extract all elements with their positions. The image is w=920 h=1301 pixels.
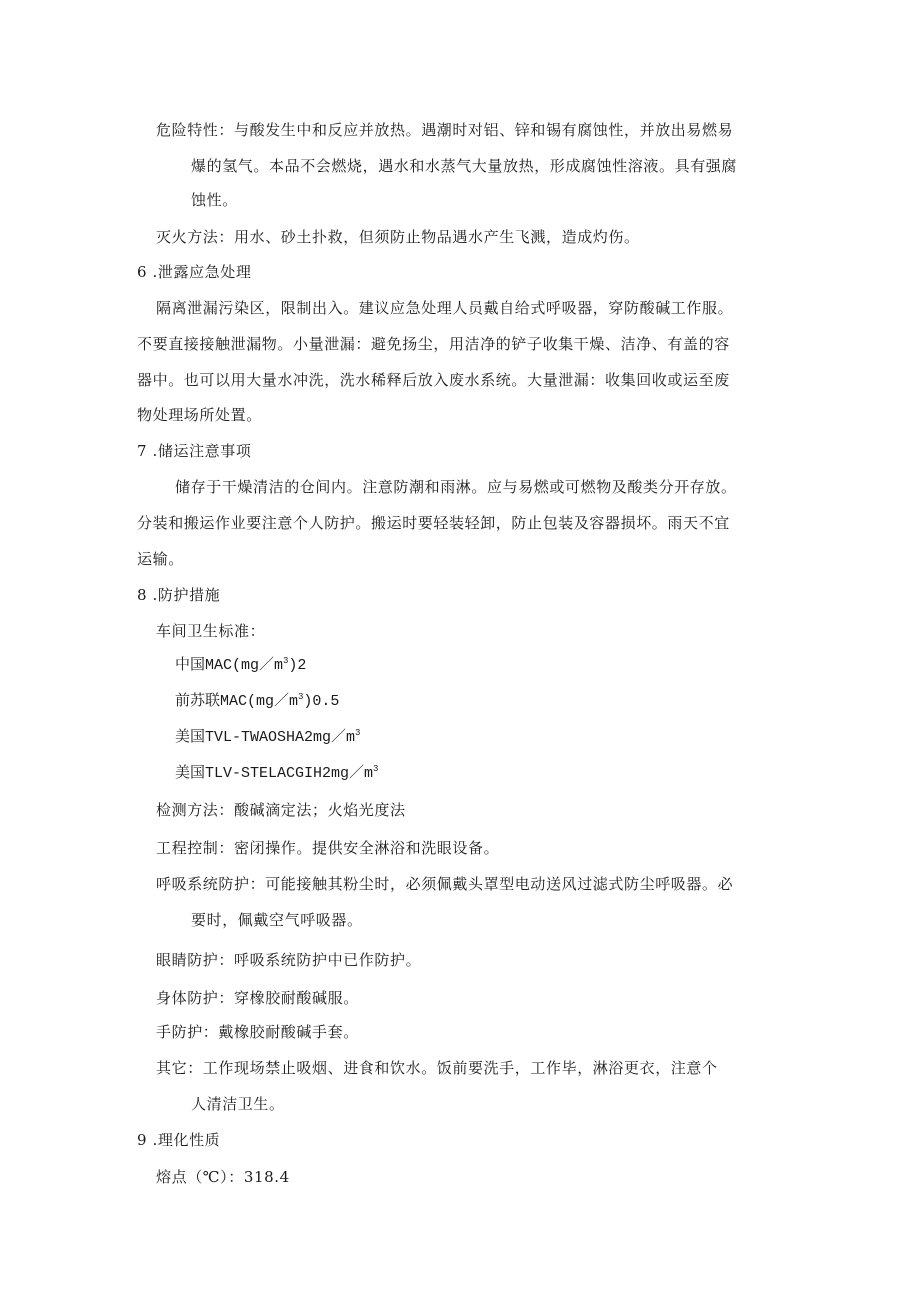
other-protection-line-2: 人清洁卫生。 — [191, 1095, 285, 1113]
engineering-control: 工程控制：密闭操作。提供安全淋浴和洗眼设备。 — [156, 839, 500, 857]
standard-usa-twa: 美国TVL-$TWAOSHA2mg/m^3$ — [175, 728, 361, 746]
eye-protection: 眼睛防护：呼吸系统防护中已作防护。 — [156, 951, 422, 969]
section-9-heading: 9 .理化性质 — [137, 1131, 221, 1149]
melting-point: 熔点（℃）：318.4 — [156, 1168, 290, 1186]
hand-protection: 手防护：戴橡胶耐酸碱手套。 — [156, 1023, 359, 1041]
section-6-line-1: 隔离泄漏污染区，限制出入。建议应急处理人员戴自给式呼吸器，穿防酸碱工作服。 — [156, 299, 734, 317]
hygiene-standard-label: 车间卫生标准： — [156, 622, 266, 640]
standard-ussr: 前苏联$MAC(mg/m^3)0.5$ — [175, 692, 340, 710]
section-6-heading: 6 .泄露应急处理 — [137, 263, 252, 281]
other-protection-line-1: 其它：工作现场禁止吸烟、进食和饮水。饭前要洗手，工作毕，淋浴更衣，注意个 — [156, 1059, 718, 1077]
fire-method: 灭火方法：用水、砂土扑救，但须防止物品遇水产生飞溅，造成灼伤。 — [156, 228, 640, 246]
section-6-line-2: 不要直接接触泄漏物。小量泄漏：避免扬尘，用洁净的铲子收集干燥、洁净、有盖的容 — [137, 335, 730, 353]
section-7-line-2: 分装和搬运作业要注意个人防护。搬运时要轻装轻卸，防止包装及容器损坏。雨天不宜 — [137, 514, 730, 532]
section-6-line-4: 物处理场所处置。 — [137, 406, 262, 424]
section-7-line-1: 储存于干燥清洁的仓间内。注意防潮和雨淋。应与易燃或可燃物及酸类分开存放。 — [175, 478, 737, 496]
hazard-line-1: 危险特性：与酸发生中和反应并放热。遇潮时对铝、锌和锡有腐蚀性，并放出易燃易 — [156, 121, 734, 139]
detection-method: 检测方法：酸碱滴定法；火焰光度法 — [156, 801, 406, 819]
section-7-line-3: 运输。 — [137, 550, 184, 568]
standard-china: 中国$MAC(mg/m^3)2$ — [175, 656, 307, 674]
hazard-line-2: 爆的氢气。本品不会燃烧，遇水和水蒸气大量放热，形成腐蚀性溶液。具有强腐 — [191, 157, 738, 175]
section-8-heading: 8 .防护措施 — [137, 586, 221, 604]
respiratory-protection-line-1: 呼吸系统防护：可能接触其粉尘时，必须佩戴头罩型电动送风过滤式防尘呼吸器。必 — [156, 875, 734, 893]
section-7-heading: 7 .储运注意事项 — [137, 442, 252, 460]
section-6-line-3: 器中。也可以用大量水冲洗，洗水稀释后放入废水系统。大量泄漏：收集回收或运至废 — [137, 371, 730, 389]
body-protection: 身体防护：穿橡胶耐酸碱服。 — [156, 989, 359, 1007]
standard-usa-stel: 美国TLV-$STELACGIH2mg/m^3$ — [175, 764, 379, 782]
hazard-line-3: 蚀性。 — [191, 191, 238, 209]
respiratory-protection-line-2: 要时，佩戴空气呼吸器。 — [191, 911, 363, 929]
